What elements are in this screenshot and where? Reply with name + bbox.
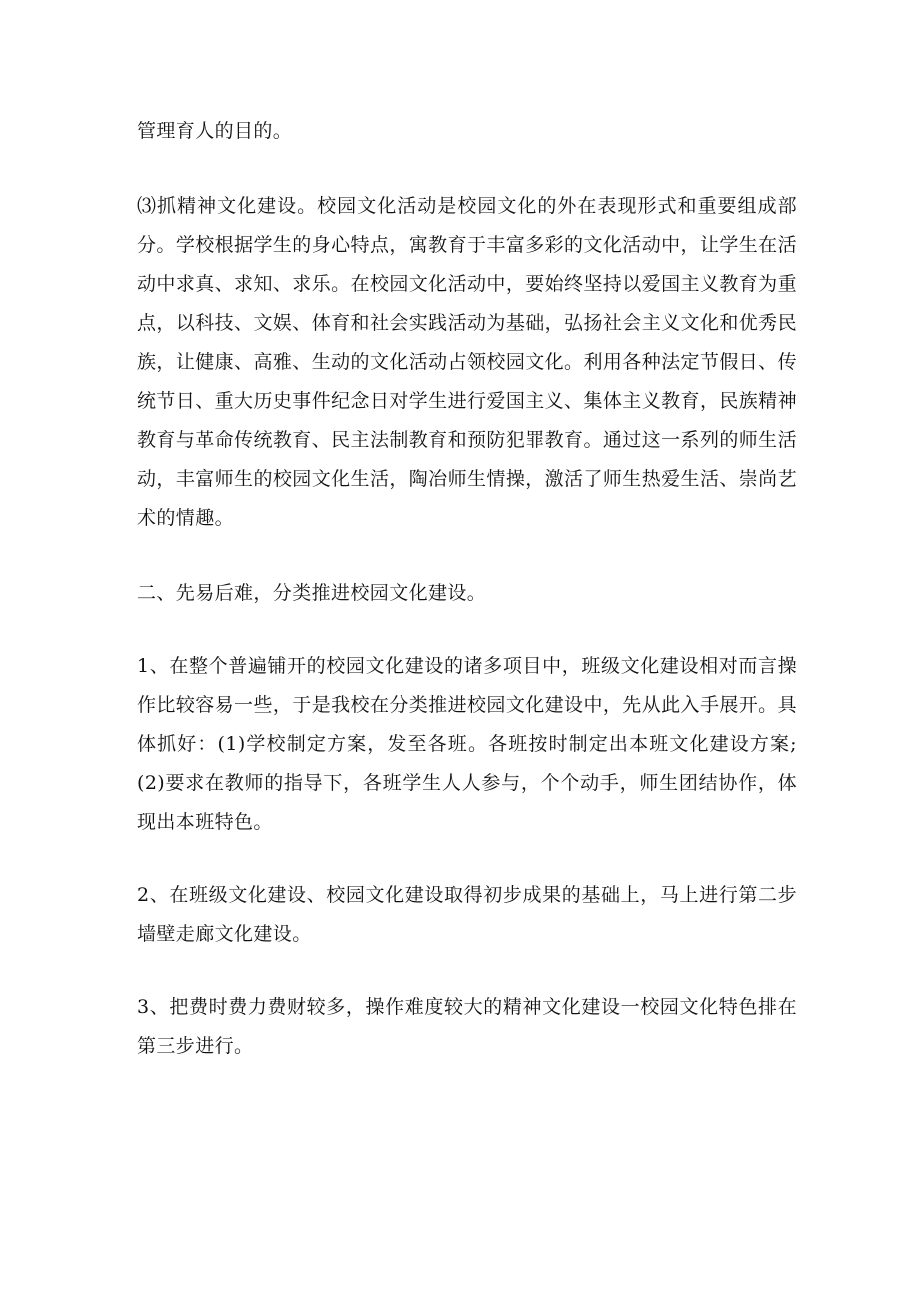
paragraph-continuation: 管理育人的目的。 [137,120,293,142]
paragraph-item-3: 3、把费时费力费财较多，操作难度较大的精神文化建设一校园文化特色排在第三步进行。 [137,996,797,1057]
paragraph-spiritual-culture: ⑶抓精神文化建设。校园文化活动是校园文化的外在表现形式和重要组成部分。学校根据学生的身心特点，寓教育于丰富多彩的文化活动中，让学生在活动中求真、求知、求乐。在校园文化活动中，要始终坚持以爱国主义教育为重点，以科技、文娱、体育和社会实践活动为基础，弘扬社会主义文化和优秀民族，让健康、高雅、生动的文化活动占领校园文化。利用各种法定节假日、传统节日、重大历史事件纪念日对学生进行爱国主义、集体主义教育，民族精神教育与革命传统教育、民主法制教育和预防犯罪教育。通过这一系列的师生活动，丰富师生的校园文化生活，陶冶师生情操，激活了师生热爱生活、崇尚艺术的情趣。 [137,195,797,529]
paragraph-item-2: 2、在班级文化建设、校园文化建设取得初步成果的基础上，马上进行第二步墙壁走廊文化建设。 [137,884,797,945]
document-body [137,112,797,1066]
section-heading-2: 二、先易后难，分类推进校园文化建设。 [137,582,487,604]
paragraph-item-1: 1、在整个普遍铺开的校园文化建设的诸多项目中，班级文化建设相对而言操作比较容易一些，于是我校在分类推进校园文化建设中，先从此入手展开。具体抓好：(1)学校制定方案，发至各班。各班按时制定出本班文化建设方案;(2)要求在教师的指导下，各班学生人人参与，个个动手，师生团结协作，体现出本班特色。 [137,655,797,833]
